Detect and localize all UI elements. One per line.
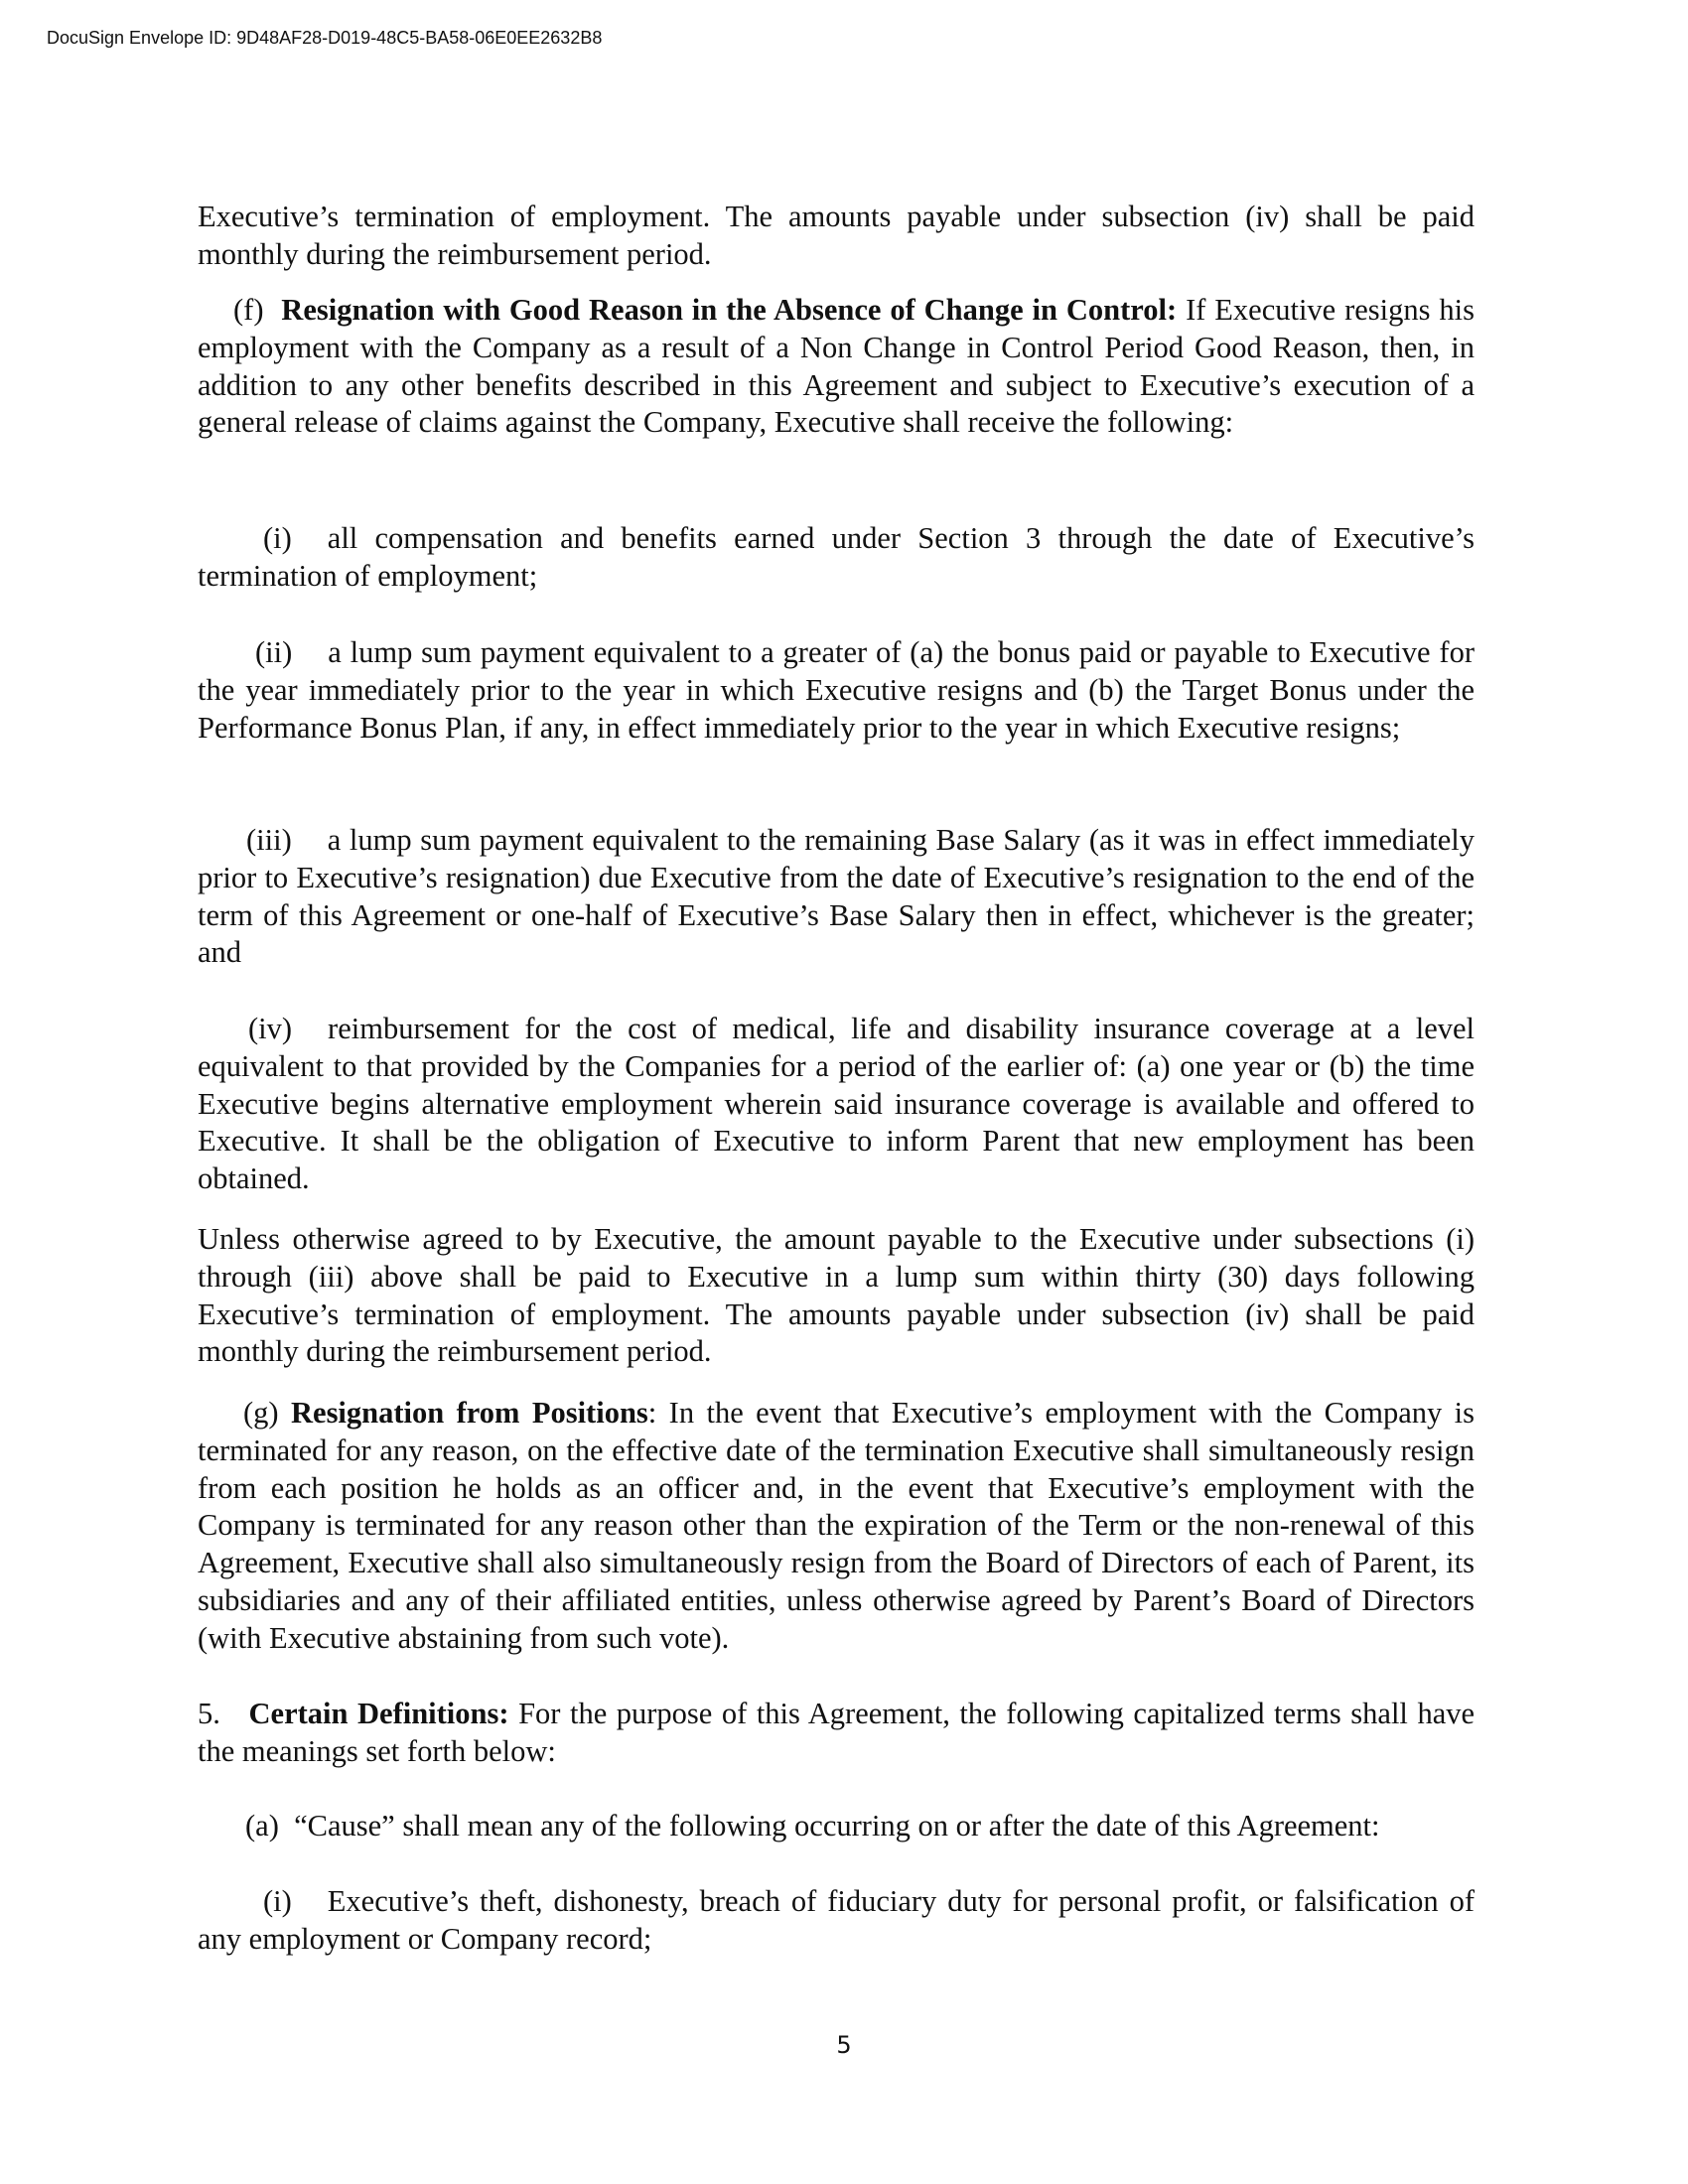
paragraph-text: Executive’s termination of employment. The amounts payable under subsection (iv) shall be paid monthly during the reimbursement period. [198,200,1475,271]
paragraph-text: If Executive resigns his employment with the Company as a result of a Non Change in Control Period Good Reason, then, in addition to any other benefits described in this Agreement and subject to Executive’s execution of a general release of claims against the Company, Executive shall receive the following: [198,293,1476,440]
section-heading: Certain Definitions: [248,1697,509,1730]
paragraph-f-ii [198,634,1475,747]
paragraph-text: Unless otherwise agreed to by Executive, the amount payable to the Executive under subsections (i) through (iii) above shall be paid to Executive in a lump sum within thirty (30) days following Executive’s termination of employment. The amounts payable under subsection (iv) shall be paid monthly during the reimbursement period. [198,1222,1475,1369]
item-label: (ii) [255,635,293,669]
paragraph-f-iii [198,822,1475,972]
item-text: reimbursement for the cost of medical, life and disability insurance coverage at a level equivalent to that provided by the Companies for a period of the earlier of: (a) one year or (b) the time Executive begins alternative employment wherein said insurance coverage is available and offered to Executive. It shall be the obligation of Executive to inform Parent that new employment has been obtained. [198,1012,1475,1196]
paragraph-f-iv [198,1011,1475,1198]
item-label: (iii) [246,823,292,857]
paragraph-text: : In the event that Executive’s employment with the Company is terminated for any reason, on the effective date of the termination Executive shall simultaneously resign from each position he holds as an officer and, in the event that Executive’s employment with the Company is terminated for any reason other than the expiration of the Term or the non-renewal of this Agreement, Executive shall also simultaneously resign from the Board of Directors of each of Parent, its subsidiaries and any of their affiliated entities, unless otherwise agreed by Parent’s Board of Directors (with Executive abstaining from such vote). [198,1396,1476,1655]
paragraph-text: For the purpose of this Agreement, the following capitalized terms shall have the meanings set forth below: [198,1697,1476,1768]
item-text: all compensation and benefits earned under Section 3 through the date of Executive’s termination of employment; [198,521,1475,593]
section-heading: Resignation with Good Reason in the Absence of Change in Control: [281,293,1178,327]
item-label: (a) [245,1809,279,1843]
item-label: (i) [263,1884,292,1918]
paragraph-f-i [198,520,1475,596]
docusign-envelope-id: DocuSign Envelope ID: 9D48AF28-D019-48C5-BA58-06E0EE2632B8 [47,28,603,48]
item-label: (i) [263,521,292,555]
item-text: a lump sum payment equivalent to the remaining Base Salary (as it was in effect immediately prior to Executive’s resignation) due Executive from the date of Executive’s resignation to the end of the term of this Agreement or one-half of Executive’s Base Salary then in effect, whichever is the greater; and [198,823,1475,970]
section-label: (f) [233,293,264,327]
section-label: (g) [243,1396,279,1430]
paragraph-5a-i [198,1883,1475,1959]
paragraph-f-resignation-good-reason [198,292,1475,442]
paragraph-g-resignation-from-positions [198,1395,1475,1658]
paragraph-continuation [198,199,1475,274]
section-heading: Resignation from Positions [291,1396,648,1430]
item-text: “Cause” shall mean any of the following occurring on or after the date of this Agreement: [294,1809,1380,1843]
paragraph-unless-otherwise [198,1221,1475,1371]
page-number: 5 [836,2031,852,2059]
item-text: a lump sum payment equivalent to a greater of (a) the bonus paid or payable to Executive for the year immediately prior to the year in which Executive resigns and (b) the Target Bonus under the Performance Bonus Plan, if any, in effect immediately prior to the year in which Executive resigns; [198,635,1475,745]
paragraph-5-certain-definitions [198,1696,1475,1771]
section-label: 5. [198,1697,220,1730]
paragraph-5a-cause [198,1808,1475,1845]
item-text: Executive’s theft, dishonesty, breach of fiduciary duty for personal profit, or falsification of any employment or Company record; [198,1884,1475,1956]
item-label: (iv) [248,1012,293,1045]
